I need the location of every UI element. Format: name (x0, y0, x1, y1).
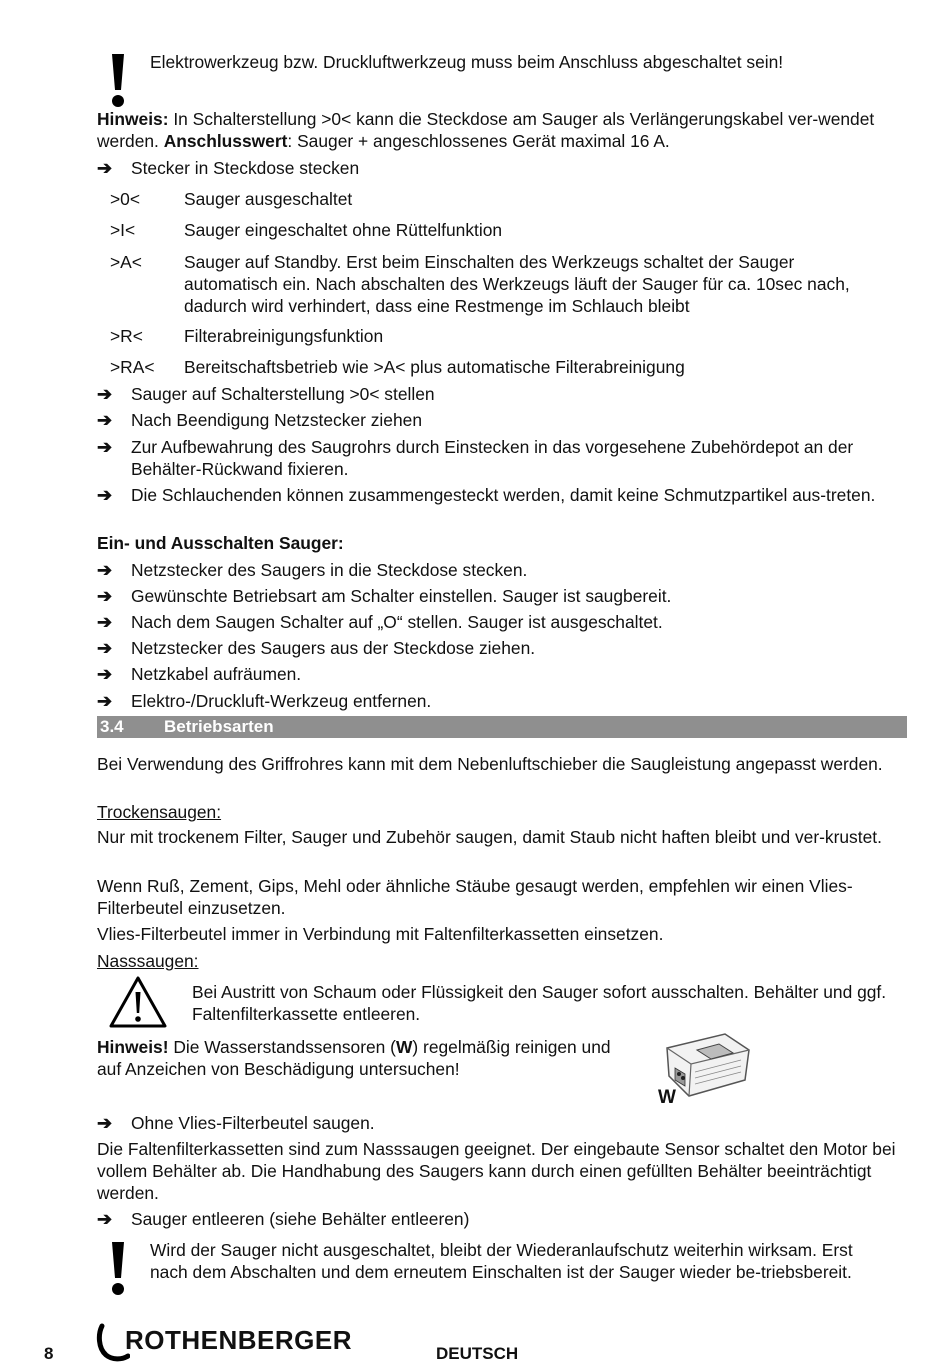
arrow-icon: ➔ (97, 384, 113, 404)
step-item (97, 383, 887, 405)
switch-position-row (110, 356, 870, 378)
dry-paragraph: Nur mit trockenem Filter, Sauger und Zubehör saugen, damit Staub nicht haften bleibt und ver-krustet. (97, 827, 882, 847)
arrow-icon: ➔ (97, 586, 113, 606)
figure-label-w: W (658, 1087, 676, 1108)
switch-desc: Sauger auf Standby. Erst beim Einschalten des Werkzeugs schaltet der Sauger automatisch ein. Nach abschalten des Werkzeugs läuft der Sauger für ca. 10sec nach, dadurch wird verhindert, dass eine Restmenge im Schlauch bleibt (184, 252, 850, 316)
step-plug-in (97, 157, 887, 179)
hint-text: In Schalterstellung >0< kann die Steckdose am Sauger als Verlängerungskabel ver-wendet werden. (97, 109, 875, 151)
step-item (97, 1208, 887, 1230)
switch-position-row (110, 325, 870, 347)
arrow-icon: ➔ (97, 560, 113, 580)
arrow-icon: ➔ (97, 485, 113, 505)
brand-logo-text: ROTHENBERGER (125, 1325, 353, 1355)
arrow-icon: ➔ (97, 437, 113, 457)
section-number: 3.4 (100, 717, 124, 736)
switch-key: >I< (110, 220, 136, 240)
connection-value-text: : Sauger + angeschlossenes Gerät maximal 16 A. (287, 131, 670, 151)
arrow-icon: ➔ (97, 664, 113, 684)
arrow-icon: ➔ (97, 1113, 113, 1133)
step-item (97, 637, 887, 659)
onoff-heading: Ein- und Ausschalten Sauger: (97, 533, 344, 553)
arrow-icon: ➔ (97, 410, 113, 430)
arrow-icon: ➔ (97, 691, 113, 711)
step-item (97, 484, 887, 506)
step-item (97, 1112, 887, 1134)
hint-text: Die Wasserstandssensoren ( (168, 1037, 396, 1057)
hint-label: Hinweis! (97, 1037, 169, 1057)
wet-paragraph: Die Faltenfilterkassetten sind zum Nasssaugen geeignet. Der eingebaute Sensor schaltet den Motor bei vollem Behälter ab. Die Handhabung des Saugers kann durch einen gefüllten Behälter beeinträchtigt werden. (97, 1139, 896, 1203)
connection-value-label: Anschlusswert (163, 131, 288, 151)
notice-bottom: Wird der Sauger nicht ausgeschaltet, bleibt der Wiederanlaufschutz weiterhin wirksam. Erst nach dem Abschalten und dem erneutem Einschalten ist der Sauger wieder be-triebsbereit. (150, 1240, 853, 1282)
arrow-icon: ➔ (97, 158, 113, 178)
switch-position-row (110, 251, 870, 317)
notice-top: Elektrowerkzeug bzw. Druckluftwerkzeug muss beim Anschluss abgeschaltet sein! (150, 52, 784, 72)
dry-paragraph: Vlies-Filterbeutel immer in Verbindung mit Faltenfilterkassetten einsetzen. (97, 924, 664, 944)
switch-desc: Filterabreinigungsfunktion (184, 326, 384, 346)
footer-language: DEUTSCH (436, 1344, 519, 1363)
warning-wet: Bei Austritt von Schaum oder Flüssigkeit den Sauger sofort ausschalten. Behälter und ggf. Faltenfilterkassette entleeren. (192, 982, 887, 1024)
step-text: Sauger auf Schalterstellung >0< stellen (131, 384, 435, 404)
step-text: Netzkabel aufräumen. (131, 664, 302, 684)
step-text: Netzstecker des Saugers in die Steckdose stecken. (131, 560, 528, 580)
step-text: Elektro-/Druckluft-Werkzeug entfernen. (131, 691, 432, 711)
wet-heading: Nasssaugen: (97, 951, 199, 971)
arrow-icon: ➔ (97, 638, 113, 658)
switch-desc: Sauger eingeschaltet ohne Rüttelfunktion (184, 220, 503, 240)
switch-key: >RA< (110, 357, 155, 377)
hint-text: ) regelmäßig reinigen und auf Anzeichen von Beschädigung untersuchen! (97, 1037, 611, 1079)
hint-label: Hinweis: (97, 109, 169, 129)
dry-paragraph: Wenn Ruß, Zement, Gips, Mehl oder ähnliche Stäube gesaugt werden, empfehlen wir einen Vlies-Filterbeutel einzusetzen. (97, 876, 853, 918)
switch-key: >R< (110, 326, 143, 346)
step-item (97, 559, 887, 581)
intro-paragraph: Bei Verwendung des Griffrohres kann mit dem Nebenluftschieber die Saugleistung angepasst werden. (97, 754, 883, 774)
hint-sensor (97, 1036, 627, 1080)
switch-key: >A< (110, 252, 142, 272)
arrow-icon: ➔ (97, 612, 113, 632)
switch-desc: Bereitschaftsbetrieb wie >A< plus automatische Filterabreinigung (184, 357, 685, 377)
step-text: Gewünschte Betriebsart am Schalter einstellen. Sauger ist saugbereit. (131, 586, 672, 606)
exclamation-icon (108, 1238, 128, 1298)
hint-paragraph (97, 108, 887, 152)
switch-desc: Sauger ausgeschaltet (184, 189, 353, 209)
hint-w: W (395, 1037, 413, 1057)
step-item (97, 585, 887, 607)
section-header (97, 716, 907, 738)
step-text: Netzstecker des Saugers aus der Steckdose ziehen. (131, 638, 536, 658)
switch-key: >0< (110, 189, 140, 209)
arrow-icon: ➔ (97, 1209, 113, 1229)
page-number: 8 (44, 1344, 54, 1363)
dry-heading: Trockensaugen: (97, 802, 222, 822)
step-text: Zur Aufbewahrung des Saugrohrs durch Einstecken in das vorgesehene Zubehördepot an der Behälter-Rückwand fixieren. (131, 437, 854, 479)
step-item (97, 611, 887, 633)
warning-triangle-icon (108, 975, 168, 1029)
step-item (97, 663, 887, 685)
exclamation-icon (108, 50, 128, 110)
step-text: Die Schlauchenden können zusammengesteckt werden, damit keine Schmutzpartikel aus-treten. (131, 485, 876, 505)
step-text: Nach Beendigung Netzstecker ziehen (131, 410, 422, 430)
step-text: Stecker in Steckdose stecken (131, 158, 360, 178)
switch-position-row (110, 219, 870, 241)
step-item (97, 436, 887, 480)
step-text: Ohne Vlies-Filterbeutel saugen. (131, 1113, 375, 1133)
step-text: Nach dem Saugen Schalter auf „O“ stellen. Sauger ist ausgeschaltet. (131, 612, 663, 632)
step-text: Sauger entleeren (siehe Behälter entleeren) (131, 1209, 470, 1229)
section-title: Betriebsarten (164, 717, 274, 736)
step-item (97, 409, 887, 431)
switch-position-row (110, 188, 870, 210)
step-item (97, 690, 887, 712)
